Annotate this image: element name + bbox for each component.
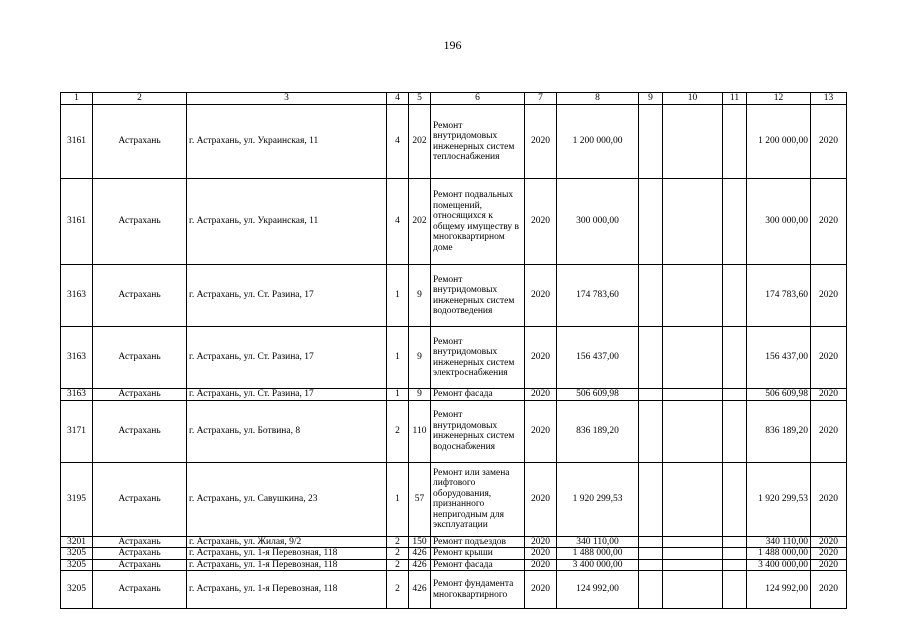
year-cell: 2020	[525, 105, 557, 179]
col9-cell	[639, 105, 663, 179]
cost-cell: 1 920 299,53	[557, 462, 639, 536]
col11-cell	[723, 536, 747, 548]
col11-cell	[723, 265, 747, 327]
value-col5-cell: 110	[409, 400, 431, 462]
col10-cell	[663, 179, 723, 265]
year-cell: 2020	[525, 536, 557, 548]
house-id-cell: 3163	[61, 265, 93, 327]
col11-cell	[723, 559, 747, 571]
col9-cell	[639, 548, 663, 560]
value-col5-cell: 57	[409, 462, 431, 536]
year-cell: 2020	[525, 327, 557, 389]
address-cell: г. Астрахань, ул. Украинская, 11	[187, 179, 387, 265]
column-header: 5	[409, 93, 431, 105]
address-cell: г. Астрахань, ул. Ст. Разина, 17	[187, 389, 387, 401]
total-cost-cell: 124 992,00	[747, 571, 811, 609]
end-year-cell: 2020	[811, 462, 847, 536]
year-cell: 2020	[525, 179, 557, 265]
column-header: 7	[525, 93, 557, 105]
col9-cell	[639, 327, 663, 389]
house-id-cell: 3161	[61, 179, 93, 265]
column-header: 4	[387, 93, 409, 105]
work-type-cell: Ремонт фасада	[431, 389, 525, 401]
city-cell: Астрахань	[93, 559, 187, 571]
work-type-cell: Ремонт подъездов	[431, 536, 525, 548]
table-row	[61, 389, 847, 401]
value-col5-cell: 426	[409, 571, 431, 609]
year-cell: 2020	[525, 571, 557, 609]
cost-cell: 124 992,00	[557, 571, 639, 609]
table-row	[61, 536, 847, 548]
year-cell: 2020	[525, 265, 557, 327]
end-year-cell: 2020	[811, 389, 847, 401]
end-year-cell: 2020	[811, 400, 847, 462]
end-year-cell: 2020	[811, 105, 847, 179]
column-header: 3	[187, 93, 387, 105]
col10-cell	[663, 105, 723, 179]
city-cell: Астрахань	[93, 571, 187, 609]
value-col4-cell: 1	[387, 327, 409, 389]
column-header: 13	[811, 93, 847, 105]
work-type-cell: Ремонт внутридомовых инженерных систем электроснабжения	[431, 327, 525, 389]
value-col4-cell: 2	[387, 559, 409, 571]
end-year-cell: 2020	[811, 265, 847, 327]
house-id-cell: 3205	[61, 548, 93, 560]
cost-cell: 506 609,98	[557, 389, 639, 401]
address-cell: г. Астрахань, ул. 1-я Перевозная, 118	[187, 559, 387, 571]
table-row	[61, 179, 847, 265]
house-id-cell: 3205	[61, 571, 93, 609]
work-type-cell: Ремонт внутридомовых инженерных систем теплоснабжения	[431, 105, 525, 179]
city-cell: Астрахань	[93, 105, 187, 179]
table-row	[61, 400, 847, 462]
house-id-cell: 3205	[61, 559, 93, 571]
total-cost-cell: 300 000,00	[747, 179, 811, 265]
table-row	[61, 571, 847, 609]
col10-cell	[663, 571, 723, 609]
cost-cell: 340 110,00	[557, 536, 639, 548]
address-cell: г. Астрахань, ул. Савушкина, 23	[187, 462, 387, 536]
city-cell: Астрахань	[93, 327, 187, 389]
end-year-cell: 2020	[811, 548, 847, 560]
city-cell: Астрахань	[93, 389, 187, 401]
col11-cell	[723, 179, 747, 265]
address-cell: г. Астрахань, ул. 1-я Перевозная, 118	[187, 571, 387, 609]
address-cell: г. Астрахань, ул. Жилая, 9/2	[187, 536, 387, 548]
cost-cell: 300 000,00	[557, 179, 639, 265]
cost-cell: 3 400 000,00	[557, 559, 639, 571]
city-cell: Астрахань	[93, 400, 187, 462]
year-cell: 2020	[525, 548, 557, 560]
city-cell: Астрахань	[93, 179, 187, 265]
end-year-cell: 2020	[811, 571, 847, 609]
end-year-cell: 2020	[811, 327, 847, 389]
col11-cell	[723, 400, 747, 462]
house-id-cell: 3161	[61, 105, 93, 179]
column-header: 6	[431, 93, 525, 105]
col10-cell	[663, 462, 723, 536]
value-col5-cell: 150	[409, 536, 431, 548]
cost-cell: 836 189,20	[557, 400, 639, 462]
column-number-header-row	[61, 93, 847, 105]
column-header: 1	[61, 93, 93, 105]
table-row	[61, 105, 847, 179]
col11-cell	[723, 389, 747, 401]
col11-cell	[723, 327, 747, 389]
value-col5-cell: 202	[409, 105, 431, 179]
value-col5-cell: 9	[409, 327, 431, 389]
total-cost-cell: 506 609,98	[747, 389, 811, 401]
year-cell: 2020	[525, 462, 557, 536]
address-cell: г. Астрахань, ул. Ст. Разина, 17	[187, 265, 387, 327]
value-col4-cell: 1	[387, 389, 409, 401]
col9-cell	[639, 462, 663, 536]
end-year-cell: 2020	[811, 536, 847, 548]
city-cell: Астрахань	[93, 462, 187, 536]
value-col4-cell: 2	[387, 548, 409, 560]
total-cost-cell: 3 400 000,00	[747, 559, 811, 571]
value-col5-cell: 9	[409, 389, 431, 401]
total-cost-cell: 1 920 299,53	[747, 462, 811, 536]
address-cell: г. Астрахань, ул. Украинская, 11	[187, 105, 387, 179]
col10-cell	[663, 559, 723, 571]
address-cell: г. Астрахань, ул. 1-я Перевозная, 118	[187, 548, 387, 560]
end-year-cell: 2020	[811, 179, 847, 265]
col9-cell	[639, 179, 663, 265]
value-col5-cell: 426	[409, 559, 431, 571]
column-header: 8	[557, 93, 639, 105]
total-cost-cell: 174 783,60	[747, 265, 811, 327]
table-row	[61, 548, 847, 560]
col11-cell	[723, 571, 747, 609]
table-row	[61, 462, 847, 536]
col9-cell	[639, 265, 663, 327]
repair-registry-table	[60, 92, 847, 609]
table-row	[61, 559, 847, 571]
value-col4-cell: 2	[387, 571, 409, 609]
end-year-cell: 2020	[811, 559, 847, 571]
value-col4-cell: 1	[387, 265, 409, 327]
city-cell: Астрахань	[93, 548, 187, 560]
total-cost-cell: 1 488 000,00	[747, 548, 811, 560]
column-header: 12	[747, 93, 811, 105]
col10-cell	[663, 548, 723, 560]
total-cost-cell: 340 110,00	[747, 536, 811, 548]
col9-cell	[639, 536, 663, 548]
col9-cell	[639, 571, 663, 609]
table-row	[61, 265, 847, 327]
value-col4-cell: 4	[387, 179, 409, 265]
value-col4-cell: 2	[387, 400, 409, 462]
work-type-cell: Ремонт крыши	[431, 548, 525, 560]
total-cost-cell: 836 189,20	[747, 400, 811, 462]
col10-cell	[663, 389, 723, 401]
city-cell: Астрахань	[93, 265, 187, 327]
work-type-cell: Ремонт фундамента многоквартирного	[431, 571, 525, 609]
work-type-cell: Ремонт внутридомовых инженерных систем водоснабжения	[431, 400, 525, 462]
column-header: 9	[639, 93, 663, 105]
house-id-cell: 3163	[61, 389, 93, 401]
house-id-cell: 3171	[61, 400, 93, 462]
col10-cell	[663, 265, 723, 327]
col9-cell	[639, 559, 663, 571]
col11-cell	[723, 462, 747, 536]
value-col4-cell: 2	[387, 536, 409, 548]
col11-cell	[723, 105, 747, 179]
work-type-cell: Ремонт внутридомовых инженерных систем водоотведения	[431, 265, 525, 327]
col10-cell	[663, 327, 723, 389]
cost-cell: 1 488 000,00	[557, 548, 639, 560]
column-header: 11	[723, 93, 747, 105]
house-id-cell: 3195	[61, 462, 93, 536]
work-type-cell: Ремонт или замена лифтового оборудования, признанного непригодным для эксплуатации	[431, 462, 525, 536]
total-cost-cell: 1 200 000,00	[747, 105, 811, 179]
year-cell: 2020	[525, 400, 557, 462]
column-header: 10	[663, 93, 723, 105]
col10-cell	[663, 536, 723, 548]
address-cell: г. Астрахань, ул. Ст. Разина, 17	[187, 327, 387, 389]
house-id-cell: 3201	[61, 536, 93, 548]
cost-cell: 156 437,00	[557, 327, 639, 389]
column-header: 2	[93, 93, 187, 105]
year-cell: 2020	[525, 389, 557, 401]
total-cost-cell: 156 437,00	[747, 327, 811, 389]
cost-cell: 1 200 000,00	[557, 105, 639, 179]
value-col5-cell: 202	[409, 179, 431, 265]
col11-cell	[723, 548, 747, 560]
city-cell: Астрахань	[93, 536, 187, 548]
address-cell: г. Астрахань, ул. Ботвина, 8	[187, 400, 387, 462]
value-col5-cell: 9	[409, 265, 431, 327]
value-col4-cell: 1	[387, 462, 409, 536]
work-type-cell: Ремонт подвальных помещений, относящихся к общему имуществу в многоквартирном доме	[431, 179, 525, 265]
col9-cell	[639, 400, 663, 462]
year-cell: 2020	[525, 559, 557, 571]
value-col5-cell: 426	[409, 548, 431, 560]
table-row	[61, 327, 847, 389]
col9-cell	[639, 389, 663, 401]
col10-cell	[663, 400, 723, 462]
value-col4-cell: 4	[387, 105, 409, 179]
work-type-cell: Ремонт фасада	[431, 559, 525, 571]
page-number: 196	[443, 38, 462, 52]
house-id-cell: 3163	[61, 327, 93, 389]
cost-cell: 174 783,60	[557, 265, 639, 327]
